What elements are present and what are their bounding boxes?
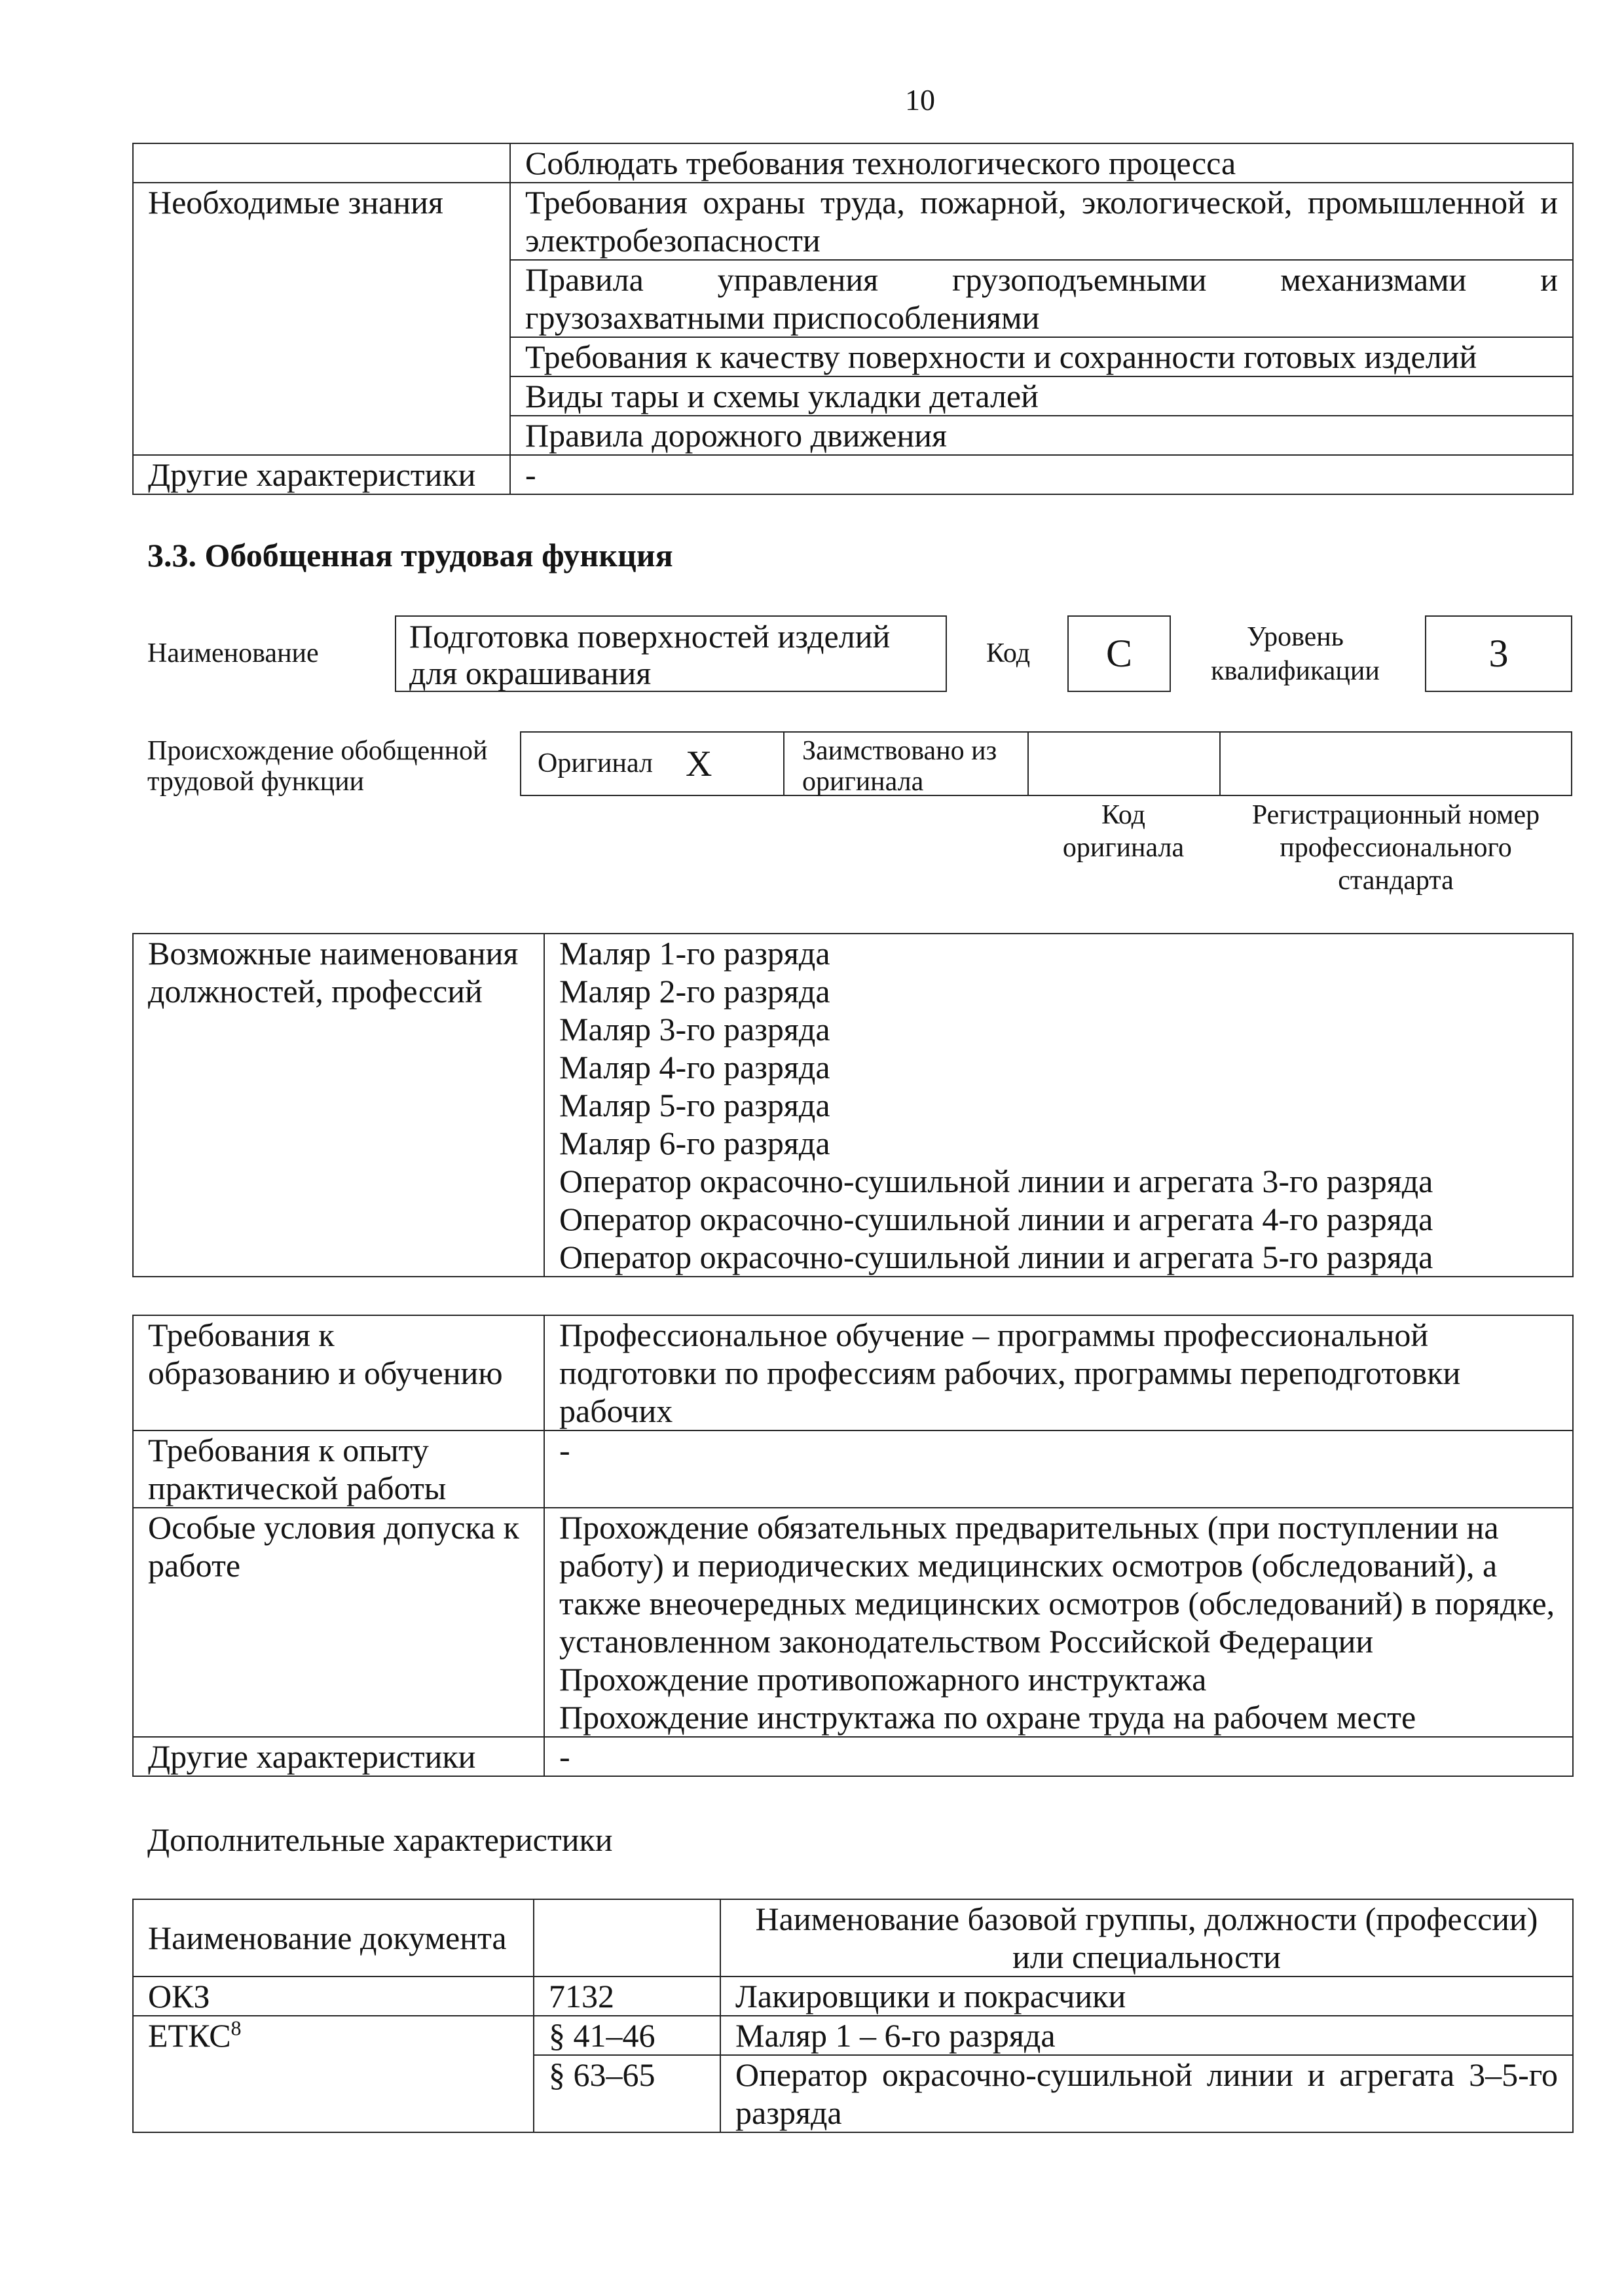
position-item: Маляр 6-го разряда	[559, 1125, 830, 1161]
position-item: Оператор окрасочно-сушильной линии и агрегата 4-го разряда	[559, 1201, 1433, 1237]
other-characteristics-label: Другие характеристики	[133, 455, 510, 494]
section-heading: 3.3. Обобщенная трудовая функция	[147, 537, 673, 574]
table-row	[133, 1737, 1573, 1776]
document-cell: ОКЗ	[133, 1977, 534, 2016]
knowledge-item: Требования к качеству поверхности и сохранности готовых изделий	[510, 337, 1573, 376]
origin-table	[520, 731, 1572, 796]
name-cell: Лакировщики и покрасчики	[720, 1977, 1573, 2016]
skill-cell: Соблюдать требования технологического процесса	[510, 143, 1573, 183]
requirements-table	[132, 1315, 1574, 1777]
code-label: Код	[986, 638, 1031, 668]
table-row	[133, 143, 1573, 183]
gtf-name-block	[132, 615, 1572, 692]
page-content	[132, 143, 1572, 2133]
additional-table	[132, 1899, 1574, 2133]
experience-label: Требования к опыту практической работы	[133, 1430, 544, 1508]
origin-label: Происхождение обобщенной трудовой функции	[147, 736, 488, 797]
position-item: Маляр 4-го разряда	[559, 1049, 830, 1085]
positions-label: Возможные наименования должностей, профессий	[133, 934, 544, 1277]
qualification-level-box: 3	[1425, 615, 1572, 692]
additional-title: Дополнительные характеристики	[147, 1821, 613, 1858]
knowledge-item: Требования охраны труда, пожарной, экологической, промышленной и электробезопасности	[510, 183, 1573, 260]
admission-item: Прохождение инструктажа по охране труда на рабочем месте	[559, 1699, 1416, 1736]
knowledge-item: Правила дорожного движения	[510, 416, 1573, 455]
position-item: Маляр 2-го разряда	[559, 973, 830, 1010]
position-item: Оператор окрасочно-сушильной линии и агрегата 3-го разряда	[559, 1163, 1433, 1199]
name-label: Наименование	[147, 638, 319, 668]
document-name: ЕТКС	[148, 2017, 231, 2054]
admission-values	[544, 1508, 1573, 1737]
header-document: Наименование документа	[133, 1899, 534, 1977]
reg-number-cell	[1219, 733, 1571, 795]
table-row	[133, 934, 1573, 1277]
original-code-cell	[1027, 733, 1219, 795]
table-header-row	[133, 1899, 1573, 1977]
positions-table	[132, 933, 1574, 1277]
education-value: Профессиональное обучение – программы профессиональной подготовки по профессиям рабочих, программы переподготовки рабочих	[544, 1315, 1573, 1430]
reg-number-caption: Регистрационный номер профессионального стандарта	[1251, 800, 1540, 896]
knowledge-label: Необходимые знания	[133, 183, 510, 455]
knowledge-item: Виды тары и схемы укладки деталей	[510, 376, 1573, 416]
header-name: Наименование базовой группы, должности (профессии) или специальности	[720, 1899, 1573, 1977]
gtf-origin-block	[132, 731, 1572, 898]
admission-item: Прохождение противопожарного инструктажа	[559, 1661, 1207, 1698]
footnote-mark: 8	[231, 2016, 242, 2040]
borrowed-cell: Заимствовано из оригинала	[783, 733, 1027, 795]
code-cell: 7132	[534, 1977, 720, 2016]
original-label: Оригинал	[538, 748, 653, 778]
positions-list	[544, 934, 1573, 1277]
table-row	[133, 455, 1573, 494]
original-cell	[521, 733, 783, 795]
empty-cell	[133, 143, 510, 183]
other-characteristics-label: Другие характеристики	[133, 1737, 544, 1776]
admission-label: Особые условия допуска к работе	[133, 1508, 544, 1737]
position-item: Маляр 1-го разряда	[559, 935, 830, 972]
admission-item: Прохождение обязательных предварительных (при поступлении на работу) и периодических медицинских осмотров (обследований), а также внеочередных медицинских осмотров (обследований) в порядке, установленном законодательством Российской Федерации	[559, 1509, 1555, 1660]
position-item: Маляр 5-го разряда	[559, 1087, 830, 1123]
position-item: Маляр 3-го разряда	[559, 1011, 830, 1048]
name-cell: Оператор окрасочно-сушильной линии и агрегата 3–5-го разряда	[720, 2055, 1573, 2132]
education-label: Требования к образованию и обучению	[133, 1315, 544, 1430]
table-row	[133, 1315, 1573, 1430]
code-cell: § 41–46	[534, 2016, 720, 2055]
name-cell: Маляр 1 – 6-го разряда	[720, 2016, 1573, 2055]
qualification-level-label: Уровень квалификации	[1211, 621, 1380, 686]
experience-value: -	[544, 1430, 1573, 1508]
position-item: Оператор окрасочно-сушильной линии и агрегата 5-го разряда	[559, 1239, 1433, 1275]
table-row	[133, 1430, 1573, 1508]
other-characteristics-value: -	[544, 1737, 1573, 1776]
table-row	[133, 1508, 1573, 1737]
original-mark: X	[685, 743, 712, 784]
knowledge-item: Правила управления грузоподъемными механизмами и грузозахватными приспособлениями	[510, 260, 1573, 337]
name-value-box: Подготовка поверхностей изделий для окрашивания	[395, 615, 947, 692]
document-cell	[133, 2016, 534, 2132]
code-value-box: C	[1067, 615, 1171, 692]
original-code-caption: Код оригинала	[1062, 800, 1185, 863]
other-characteristics-value: -	[510, 455, 1573, 494]
knowledge-table	[132, 143, 1574, 495]
table-row	[133, 1977, 1573, 2016]
page-number: 10	[905, 83, 935, 117]
code-cell: § 63–65	[534, 2055, 720, 2132]
table-row	[133, 2016, 1573, 2055]
table-row	[133, 183, 1573, 260]
header-code	[534, 1899, 720, 1977]
